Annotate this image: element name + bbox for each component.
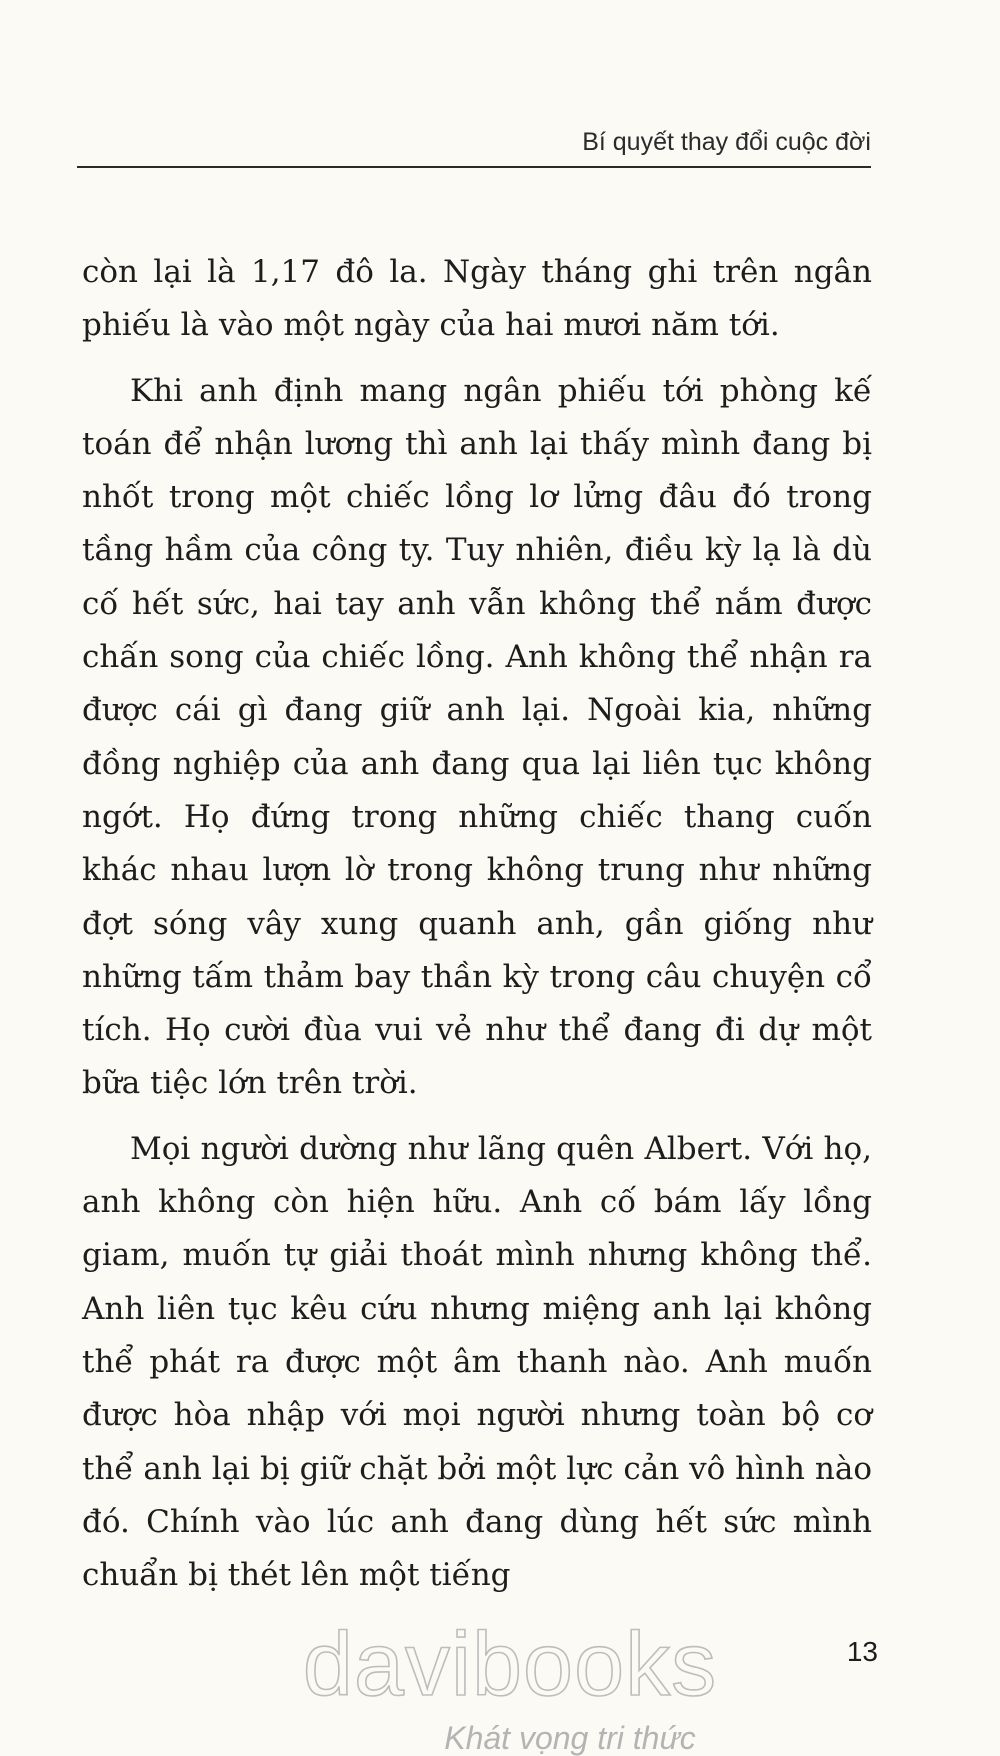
watermark-slogan: Khát vọng tri thức <box>444 1720 696 1756</box>
running-title: Bí quyết thay đổi cuộc đời <box>582 128 871 156</box>
paragraph-2: Khi anh định mang ngân phiếu tới phòng kế toán để nhận lương thì anh lại thấy mình đang bị nhốt trong một chiếc lồng lơ lửng đâu đó trong tầng hầm của công ty. Tuy nhiên, điều kỳ lạ là dù cố hết sức, hai tay anh vẫn không thể nắm được chấn song của chiếc lồng. Anh không thể nhận ra được cái gì đang giữ anh lại. Ngoài kia, những đồng nghiệp của anh đang qua lại liên tục không ngớt. Họ đứng trong những chiếc thang cuốn khác nhau lượn lờ trong không trung như những đợt sóng vây xung quanh anh, gần giống như những tấm thảm bay thần kỳ trong câu chuyện cổ tích. Họ cười đùa vui vẻ như thể đang đi dự một bữa tiệc lớn trên trời. <box>82 372 872 1102</box>
page-number: 13 <box>846 1636 878 1667</box>
body-text <box>82 246 872 1614</box>
paragraph-3: Mọi người dường như lãng quên Albert. Với họ, anh không còn hiện hữu. Anh cố bám lấy lồng giam, muốn tự giải thoát mình nhưng không thể. Anh liên tục kêu cứu nhưng miệng anh lại không thể phát ra được một âm thanh nào. Anh muốn được hòa nhập với mọi người nhưng toàn bộ cơ thể anh lại bị giữ chặt bởi một lực cản vô hình nào đó. Chính vào lúc anh đang dùng hết sức mình chuẩn bị thét lên một tiếng <box>82 1130 872 1594</box>
running-header <box>77 122 871 168</box>
watermark-logo: davibooks <box>302 1615 718 1715</box>
watermark <box>300 1615 720 1756</box>
paragraph-1: còn lại là 1,17 đô la. Ngày tháng ghi trên ngân phiếu là vào một ngày của hai mươi năm tới. <box>82 254 872 344</box>
